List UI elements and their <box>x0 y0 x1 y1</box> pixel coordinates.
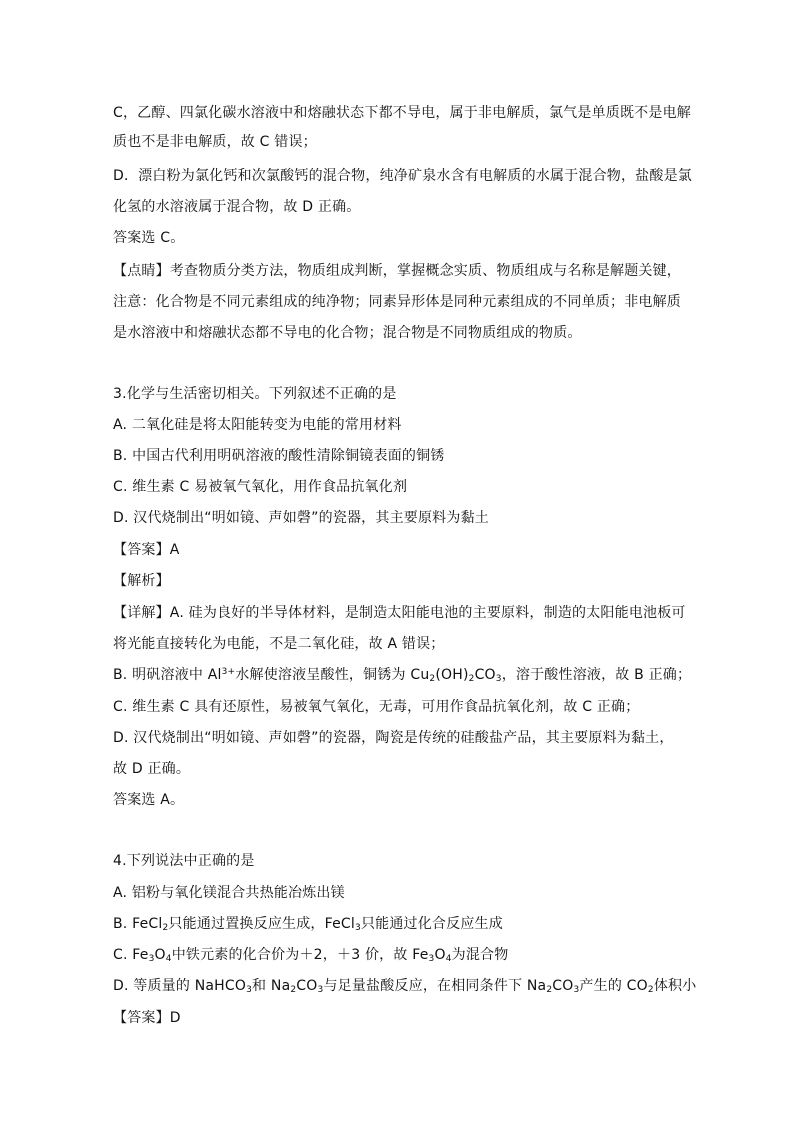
q2-option-c-explanation-line-2: 质也不是非电解质，故 C 错误； <box>113 134 317 150</box>
text-segment: 体积小 <box>653 978 697 994</box>
q3-analysis-label: 【解析】 <box>113 573 170 589</box>
q2-answer: 答案选 C。 <box>113 230 185 246</box>
text-segment: O <box>434 947 446 963</box>
text-segment: 和 Na <box>252 978 291 994</box>
q4-stem: 4.下列说法中正确的是 <box>113 853 255 869</box>
text-segment: CO <box>296 978 318 994</box>
q3-detail-option-d-line-2: 故 D 正确。 <box>113 761 191 777</box>
q3-option-b: B. 中国古代利用明矾溶液的酸性清除铜镜表面的铜锈 <box>113 448 445 464</box>
text-segment: 水解使溶液呈酸性，铜锈为 Cu <box>235 667 430 683</box>
q3-option-c: C. 维生素 C 易被氧气氧化，用作食品抗氧化剂 <box>113 479 408 495</box>
text-segment: 产生的 CO <box>579 978 648 994</box>
q4-option-b <box>113 915 503 933</box>
text-segment: D. 等质量的 NaHCO <box>113 978 247 994</box>
q3-option-d: D. 汉代烧制出“明如镜、声如磬”的瓷器，其主要原料为黏土 <box>113 510 489 526</box>
subscript: 3 <box>355 923 361 933</box>
q3-answer-final: 答案选 A。 <box>113 792 185 808</box>
subscript: 3 <box>495 674 502 684</box>
q2-option-d-explanation-line-2: 化氢的水溶液属于混合物，故 D 正确。 <box>113 199 361 215</box>
q3-option-a: A. 二氧化硅是将太阳能转变为电能的常用材料 <box>113 417 402 433</box>
q3-detail-option-b <box>113 666 691 684</box>
q2-tip-line-1: 【点睛】考查物质分类方法，物质组成判断，掌握概念实质、物质组成与名称是解题关键， <box>113 263 681 279</box>
q4-answer-label: 【答案】D <box>113 1010 181 1026</box>
q2-option-c-explanation-line-1: C，乙醇、四氯化碳水溶液中和熔融状态下都不导电，属于非电解质，氯气是单质既不是电解 <box>113 105 691 121</box>
text-segment: C. Fe <box>113 947 149 963</box>
subscript: 2 <box>468 674 475 684</box>
subscript: 4 <box>445 954 452 964</box>
q4-option-d <box>113 977 696 995</box>
q3-detail-option-d-line-1: D. 汉代烧制出“明如镜、声如磬”的瓷器，陶瓷是传统的硅酸盐产品，其主要原料为黏土， <box>113 730 674 746</box>
subscript: 2 <box>162 923 169 933</box>
q2-tip-line-3: 是水溶液中和熔融状态都不导电的化合物；混合物是不同物质组成的物质。 <box>113 325 582 341</box>
text-segment: 为混合物 <box>451 947 509 963</box>
q3-detail-option-c: C. 维生素 C 具有还原性，易被氧气氧化，无毒，可用作食品抗氧化剂，故 C 正确； <box>113 699 640 715</box>
text-segment: CO <box>552 978 574 994</box>
subscript: 2 <box>429 674 436 684</box>
subscript: 3 <box>573 985 580 995</box>
q4-option-c <box>113 946 508 964</box>
text-segment: 中铁元素的化合价为＋2，＋3 价，故 Fe <box>171 947 429 963</box>
text-segment: 与足量盐酸反应，在相同条件下 Na <box>323 978 547 994</box>
text-segment: ，溶于酸性溶液，故 B 正确； <box>501 667 692 683</box>
q2-tip-line-2: 注意：化合物是不同元素组成的纯净物；同素异形体是同种元素组成的不同单质；非电解质 <box>113 294 681 310</box>
subscript: 3 <box>148 954 155 964</box>
subscript: 2 <box>647 985 654 995</box>
subscript: 2 <box>546 985 553 995</box>
subscript: 4 <box>165 954 172 964</box>
subscript: 3 <box>428 954 435 964</box>
subscript: 3 <box>317 985 324 995</box>
text-segment: (OH) <box>435 667 469 683</box>
text-segment: B. 明矾溶液中 Al <box>113 667 222 683</box>
text-segment: B. FeCl <box>113 916 163 932</box>
q3-detail-line-1: 【详解】A. 硅为良好的半导体材料，是制造太阳能电池的主要原料，制造的太阳能电池板可 <box>113 605 686 621</box>
q2-option-d-explanation-line-1: D．漂白粉为氯化钙和次氯酸钙的混合物，纯净矿泉水含有电解质的水属于混合物，盐酸是氯 <box>113 168 692 184</box>
q3-answer-label: 【答案】A <box>113 542 180 558</box>
text-segment: CO <box>474 667 496 683</box>
subscript: 3 <box>246 985 253 995</box>
q3-stem: 3.化学与生活密切相关。下列叙述不正确的是 <box>113 386 397 402</box>
text-segment: O <box>154 947 166 963</box>
q4-option-a: A. 铝粉与氧化镁混合共热能冶炼出镁 <box>113 885 345 901</box>
superscript: 3+ <box>221 667 236 677</box>
text-segment: 只能通过化合反应生成 <box>360 916 503 932</box>
q3-detail-line-2: 将光能直接转化为电能，不是二氧化硅，故 A 错误； <box>113 636 445 652</box>
subscript: 2 <box>290 985 297 995</box>
text-segment: 只能通过置换反应生成，FeCl <box>168 916 355 932</box>
